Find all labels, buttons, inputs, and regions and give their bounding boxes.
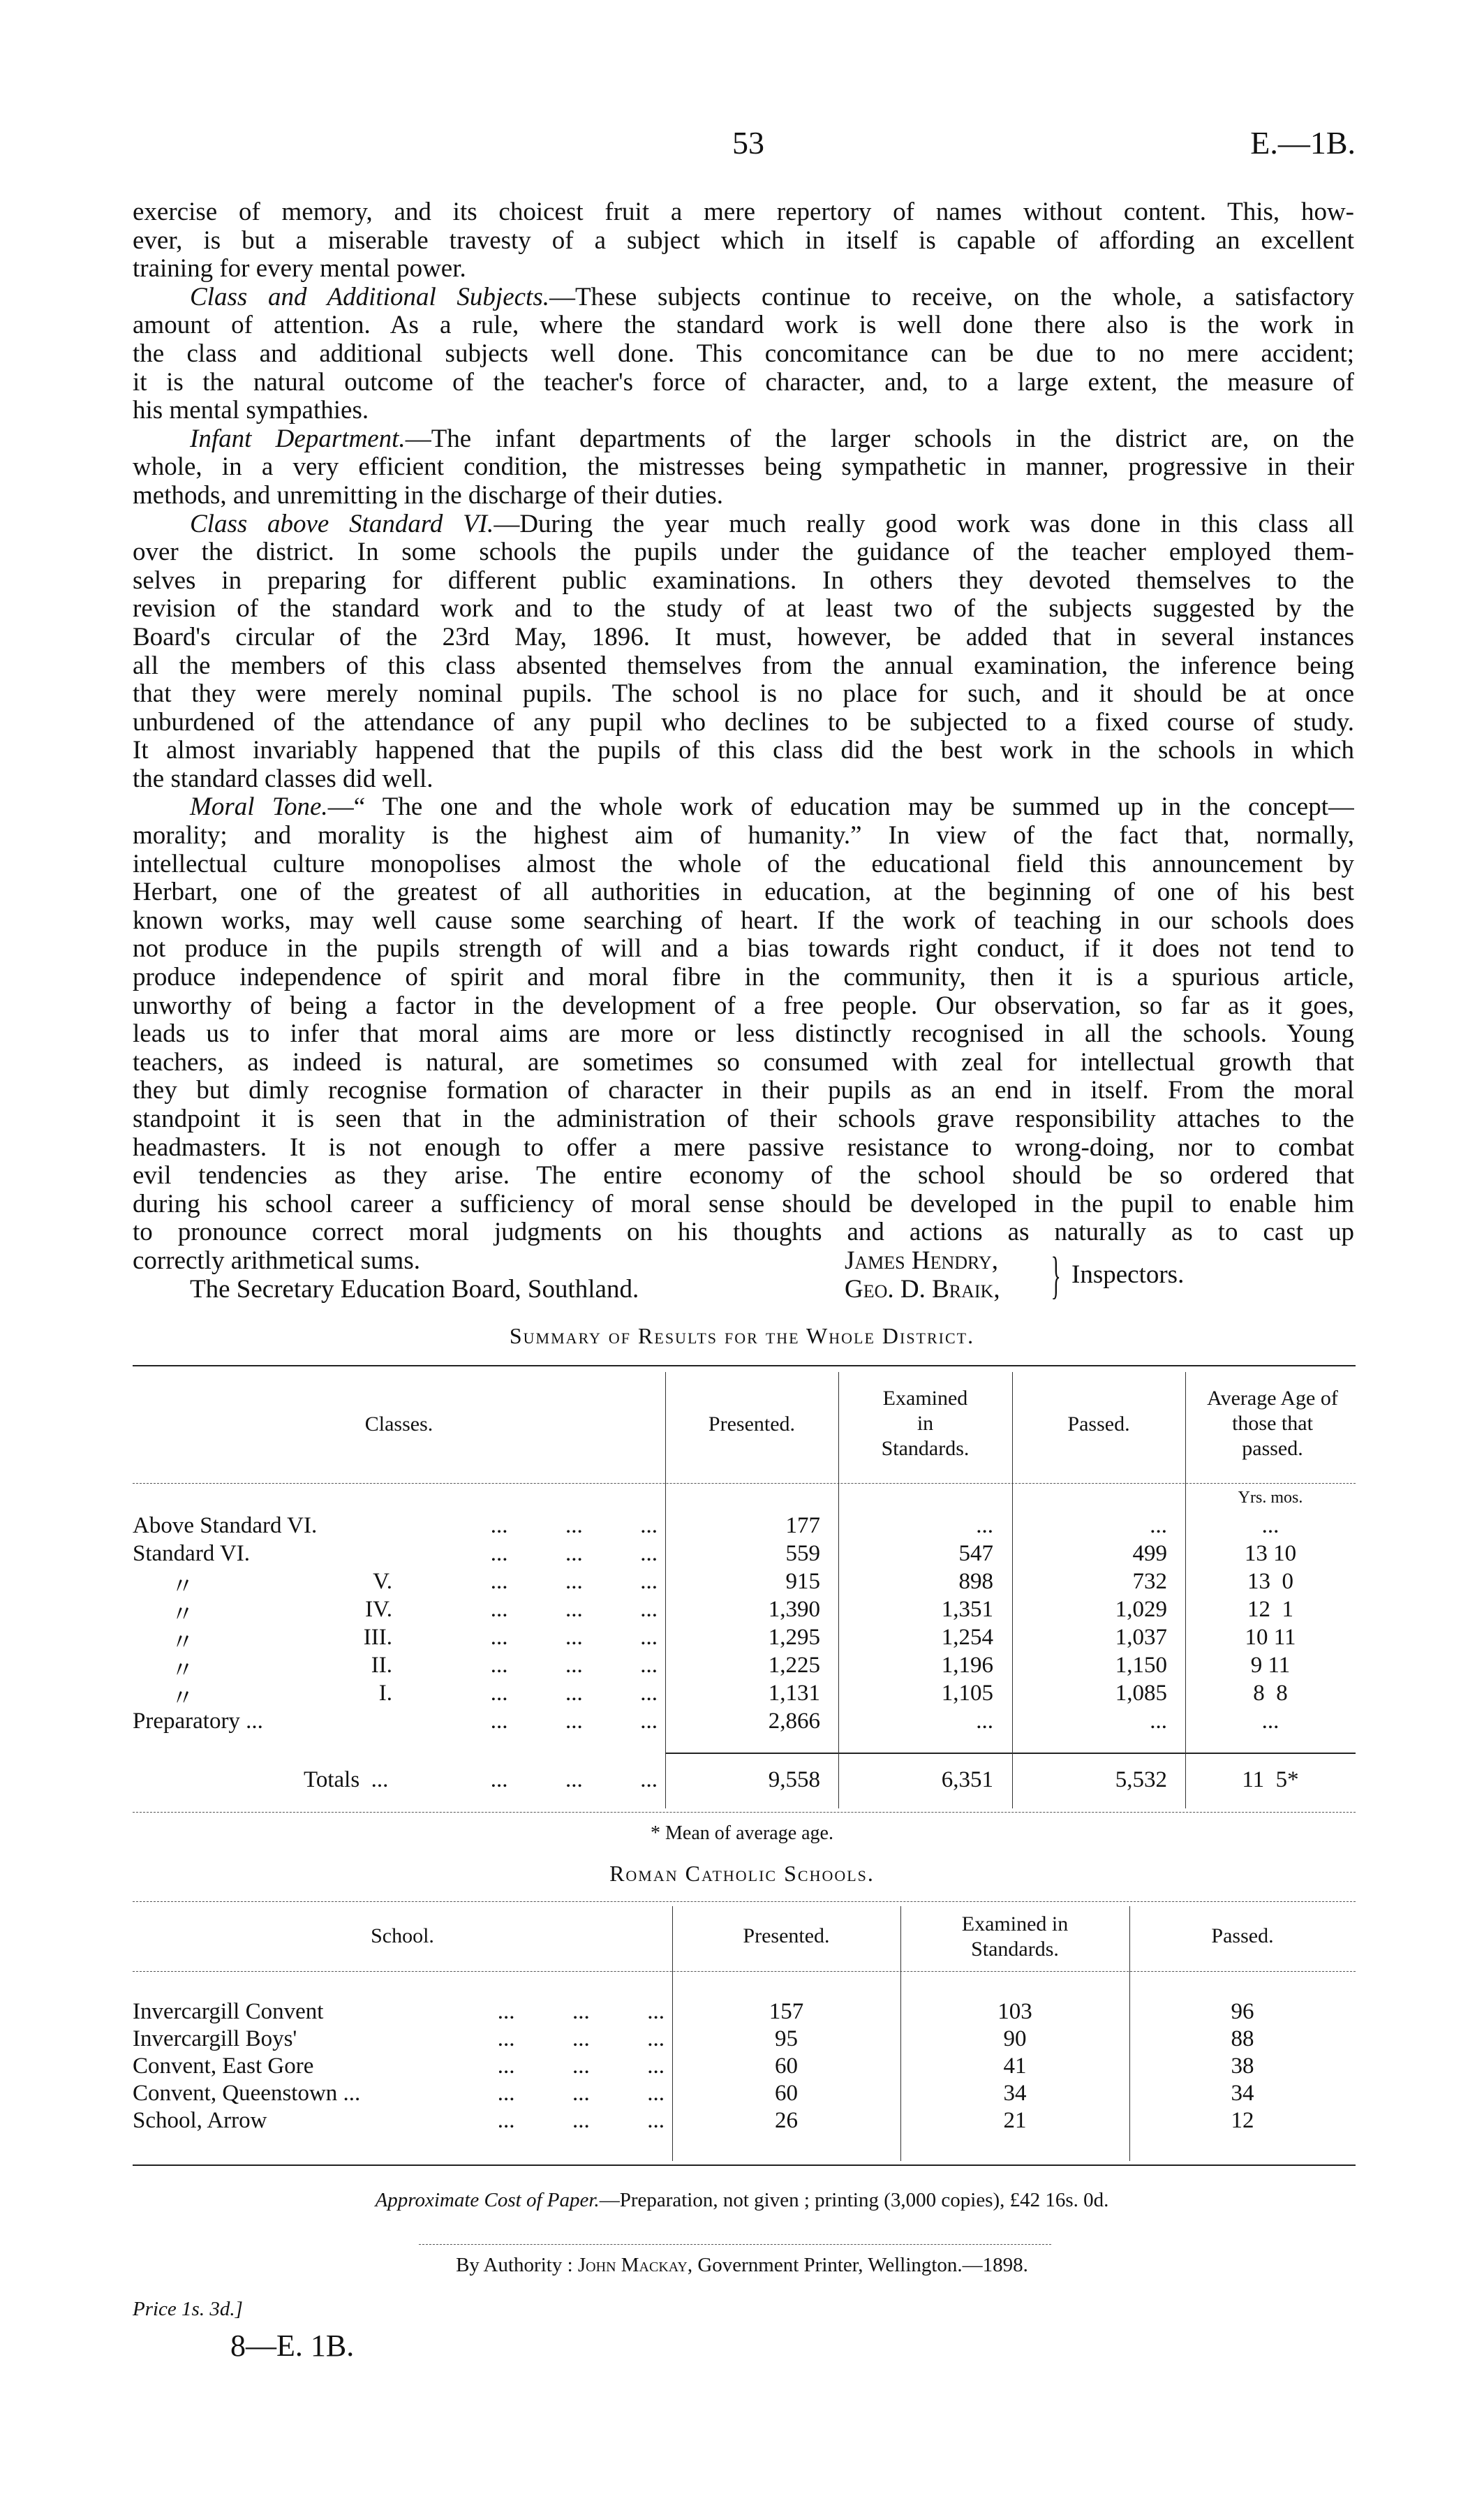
age-value: 13 10 <box>1244 1541 1297 1566</box>
cost-label: Approximate Cost of Paper. <box>375 2189 600 2211</box>
leader-dots: ... ... ... <box>490 1681 658 1706</box>
document-reference: E.—1B. <box>1250 125 1356 161</box>
line-text: all the members of this class absented themselves from the annual examination, the inference being <box>133 651 1354 680</box>
leader-dots: ... ... ... <box>497 2081 665 2106</box>
leader-dots: ... ... ... <box>490 1513 658 1538</box>
school-name: Invercargill Convent <box>133 1999 324 2024</box>
footer-rule <box>419 2244 1051 2245</box>
text-line <box>133 935 1354 964</box>
presented-value: 26 <box>775 2108 798 2133</box>
line-text: selves in preparing for different public examinations. In others they devoted themselves to the <box>133 566 1354 595</box>
line-text: —“ The one and the whole work of education may be summed up in the concept— <box>327 793 1354 822</box>
text-line <box>133 255 1354 283</box>
class-label: Preparatory ... <box>133 1709 263 1734</box>
presented-value: 60 <box>775 2081 798 2106</box>
ditto-mark: 〃 <box>171 1574 194 1600</box>
age-value: 8 8 <box>1253 1681 1288 1706</box>
leader-dots: ... ... ... <box>490 1653 658 1678</box>
class-label: III. <box>363 1625 392 1650</box>
leader-dots: ... ... ... <box>497 2026 665 2051</box>
text-line <box>133 793 1354 822</box>
passed-value: 499 <box>1132 1541 1167 1566</box>
addressee: The Secretary Education Board, Southland. <box>190 1274 639 1304</box>
header-line: those that <box>1232 1412 1313 1435</box>
header-line: in <box>917 1412 934 1435</box>
authority-suffix: Government Printer, Wellington.—1898. <box>697 2254 1028 2276</box>
authority-line <box>0 2254 1484 2277</box>
presented-value: 1,225 <box>768 1653 820 1678</box>
brace: } <box>1051 1247 1061 1304</box>
age-value: 12 1 <box>1247 1597 1293 1622</box>
text-line <box>133 1190 1354 1219</box>
presented-value: 915 <box>785 1569 820 1594</box>
line-text: to pronounce correct moral judgments on his thoughts and actions as naturally as to cast up <box>133 1218 1354 1247</box>
line-text: teachers, as indeed is natural, are sometimes so consumed with zeal for intellectual growth that <box>133 1048 1354 1077</box>
line-text: that they were merely nominal pupils. The school is no place for such, and it should be at once <box>133 680 1354 709</box>
report-body <box>133 198 1354 1276</box>
line-text: his mental sympathies. <box>133 397 369 425</box>
examined-value: 1,254 <box>941 1625 993 1650</box>
line-text: ever, is but a miserable travesty of a subject which in itself is capable of affording an excellent <box>133 226 1354 255</box>
school-name: Convent, Queenstown ... <box>133 2081 361 2106</box>
header-examined <box>900 1912 1129 1962</box>
examined-value: 1,351 <box>941 1597 993 1622</box>
text-line <box>133 737 1354 765</box>
passed-value: ... <box>1150 1709 1167 1734</box>
leader-dots: ... ... ... <box>490 1625 658 1650</box>
examined-value: 1,105 <box>941 1681 993 1706</box>
text-line <box>133 595 1354 624</box>
totals-label: Totals ... <box>304 1767 389 1792</box>
examined-value: 1,196 <box>941 1653 993 1678</box>
table-rule <box>133 1483 1356 1484</box>
table-rule <box>133 1365 1356 1366</box>
ditto-mark: 〃 <box>171 1602 194 1628</box>
presented-value: 157 <box>769 1999 804 2024</box>
presented-value: 95 <box>775 2026 798 2051</box>
header-examined <box>838 1386 1012 1461</box>
line-text: —These subjects continue to receive, on the whole, a satisfactory <box>549 283 1354 311</box>
text-line <box>133 709 1354 737</box>
age-value: 9 11 <box>1250 1653 1291 1678</box>
age-value: ... <box>1261 1709 1279 1734</box>
text-line <box>133 510 1354 539</box>
school-name: Invercargill Boys' <box>133 2026 297 2051</box>
class-label: I. <box>378 1681 392 1706</box>
examined-value: 21 <box>1003 2108 1027 2133</box>
passed-value: ... <box>1150 1513 1167 1538</box>
text-line <box>133 680 1354 709</box>
header-line: Standards. <box>971 1938 1059 1961</box>
authority-prefix: By Authority : <box>456 2254 573 2276</box>
line-text: they but dimly recognise formation of character in their pupils as an end in itself. From the moral <box>133 1077 1354 1105</box>
presented-value: 177 <box>785 1513 820 1538</box>
school-name: School, Arrow <box>133 2108 267 2133</box>
text-line <box>133 822 1354 850</box>
line-text: unburdened of the attendance of any pupil who declines to be subjected to a fixed course of study. <box>133 708 1354 737</box>
presented-value: 559 <box>785 1541 820 1566</box>
line-text: It almost invariably happened that the pupils of this class did the best work in the schools in which <box>133 737 1354 765</box>
total-examined: 6,351 <box>941 1767 993 1792</box>
text-line <box>133 311 1354 340</box>
paragraph-heading: Moral Tone. <box>190 793 328 822</box>
header-line: passed. <box>1242 1437 1303 1460</box>
passed-value: 38 <box>1231 2053 1254 2079</box>
header-school: School. <box>371 1924 434 1947</box>
paragraph-heading: Class and Additional Subjects. <box>190 283 549 311</box>
total-presented: 9,558 <box>768 1767 820 1792</box>
presented-value: 1,295 <box>768 1625 820 1650</box>
line-text: during his school career a sufficiency of moral sense should be developed in the pupil to enable him <box>133 1190 1354 1218</box>
passed-value: 96 <box>1231 1999 1254 2024</box>
examined-value: 90 <box>1003 2026 1027 2051</box>
line-text: morality; and morality is the highest aim of humanity.” In view of the fact that, normally, <box>133 822 1354 850</box>
line-text: revision of the standard work and to the study of at least two of the subjects suggested by the <box>133 595 1354 624</box>
passed-value: 1,150 <box>1115 1653 1167 1678</box>
header-line: Examined <box>882 1387 968 1410</box>
text-line <box>133 765 1354 794</box>
examined-value: 41 <box>1003 2053 1027 2079</box>
paragraph-heading: Infant Department. <box>190 425 406 453</box>
line-text: it is the natural outcome of the teacher's force of character, and, to a large extent, the measure of <box>133 368 1354 397</box>
text-line <box>133 992 1354 1021</box>
cost-text: —Preparation, not given ; printing (3,000 copies), £42 16s. 0d. <box>599 2189 1109 2211</box>
line-text: known works, may well cause some searching of heart. If the work of teaching in our schools does <box>133 906 1354 935</box>
leader-dots: ... ... ... <box>490 1569 658 1594</box>
summary-table-title: Summary of Results for the Whole District. <box>509 1323 975 1348</box>
presented-value: 2,866 <box>768 1709 820 1734</box>
age-value: ... <box>1261 1513 1279 1538</box>
school-name: Convent, East Gore <box>133 2053 314 2079</box>
age-value: 10 11 <box>1245 1625 1296 1650</box>
ditto-mark: 〃 <box>171 1630 194 1655</box>
leader-dots: ... ... ... <box>497 1999 665 2024</box>
passed-value: 1,029 <box>1115 1597 1167 1622</box>
age-value: 13 0 <box>1247 1569 1293 1594</box>
text-line <box>133 1020 1354 1049</box>
header-passed: Passed. <box>1211 1924 1274 1947</box>
price: Price 1s. 3d.] <box>133 2298 243 2320</box>
class-label: Above Standard VI. <box>133 1513 318 1538</box>
text-line <box>133 1049 1354 1077</box>
text-line <box>133 878 1354 907</box>
inspector-name-2: Geo. D. Braik, <box>845 1274 1000 1304</box>
text-line <box>133 1134 1354 1163</box>
signature-mark: 8—E. 1B. <box>230 2329 355 2363</box>
line-text: correctly arithmetical sums. <box>133 1246 420 1275</box>
total-age: 11 5* <box>1242 1767 1299 1792</box>
leader-dots: ... ... ... <box>490 1709 658 1734</box>
class-label: IV. <box>365 1597 392 1622</box>
passed-value: 88 <box>1231 2026 1254 2051</box>
total-passed: 5,532 <box>1115 1767 1167 1792</box>
line-text: exercise of memory, and its choicest fruit a mere repertory of names without content. This, how- <box>133 198 1354 226</box>
text-line <box>133 652 1354 681</box>
examined-value: ... <box>976 1513 993 1538</box>
text-line <box>133 964 1354 992</box>
page-number: 53 <box>732 125 764 161</box>
line-text: —The infant departments of the larger schools in the district are, on the <box>405 425 1354 453</box>
line-text: not produce in the pupils strength of will and a bias towards right conduct, if it does not tend to <box>133 935 1354 964</box>
text-line <box>133 482 1354 510</box>
line-text: evil tendencies as they arise. The entire economy of the school should be so ordered that <box>133 1162 1354 1190</box>
presented-value: 60 <box>775 2053 798 2079</box>
printer-name: John Mackay, <box>577 2254 693 2276</box>
line-text: amount of attention. As a rule, where the standard work is well done there also is the work in <box>133 311 1354 340</box>
age-units: Yrs. mos. <box>1238 1489 1303 1507</box>
text-line <box>133 198 1354 227</box>
header-presented: Presented. <box>708 1413 796 1436</box>
line-text: headmasters. It is not enough to offer a mere passive resistance to wrong-doing, nor to combat <box>133 1133 1354 1162</box>
line-text: standpoint it is seen that in the administration of their schools grave responsibility attaches to the <box>133 1105 1354 1133</box>
signature-block <box>133 1247 1354 1304</box>
line-text: whole, in a very efficient condition, the mistresses being sympathetic in manner, progressive in their <box>133 453 1354 482</box>
presented-value: 1,390 <box>768 1597 820 1622</box>
line-text: the standard classes did well. <box>133 765 433 793</box>
header-line: Examined in <box>961 1912 1069 1935</box>
line-text: leads us to infer that moral aims are more or less distinctly recognised in all the schools. Young <box>133 1020 1354 1049</box>
leader-dots: ... ... ... <box>490 1767 658 1792</box>
examined-value: 103 <box>997 1999 1032 2024</box>
header-line: Standards. <box>881 1437 970 1460</box>
leader-dots: ... ... ... <box>497 2053 665 2079</box>
class-label: Standard VI. <box>133 1541 251 1566</box>
header-passed: Passed. <box>1067 1413 1130 1436</box>
text-line <box>133 453 1354 482</box>
header-presented: Presented. <box>743 1924 830 1947</box>
paragraph-heading: Class above Standard VI. <box>190 510 494 538</box>
line-text: training for every mental power. <box>133 255 466 283</box>
text-line <box>133 1218 1354 1247</box>
text-line <box>133 624 1354 652</box>
line-text: Herbart, one of the greatest of all authorities in education, at the beginning of one of his best <box>133 878 1354 907</box>
line-text: methods, and unremitting in the discharge of their duties. <box>133 481 724 510</box>
line-text: Board's circular of the 23rd May, 1896. It must, however, be added that in several instances <box>133 623 1354 651</box>
text-line <box>133 369 1354 397</box>
cost-note <box>0 2189 1484 2212</box>
table-rule <box>133 1812 1356 1813</box>
text-line <box>133 425 1354 454</box>
table-rule <box>133 2164 1356 2166</box>
examined-value: 898 <box>958 1569 993 1594</box>
text-line <box>133 227 1354 256</box>
text-line <box>133 907 1354 936</box>
text-line <box>133 538 1354 567</box>
passed-value: 1,085 <box>1115 1681 1167 1706</box>
class-label: II. <box>371 1653 392 1678</box>
footnote: * Mean of average age. <box>651 1822 833 1844</box>
class-label: V. <box>373 1569 392 1594</box>
totals-rule <box>665 1753 1356 1754</box>
line-text: unworthy of being a factor in the development of a free people. Our observation, so far as it goes, <box>133 991 1354 1020</box>
text-line <box>133 283 1354 312</box>
leader-dots: ... ... ... <box>497 2108 665 2133</box>
passed-value: 1,037 <box>1115 1625 1167 1650</box>
text-line <box>133 850 1354 879</box>
header-average-age <box>1185 1386 1360 1461</box>
ditto-mark: 〃 <box>171 1658 194 1683</box>
examined-value: 34 <box>1003 2081 1027 2106</box>
line-text: the class and additional subjects well done. This concomitance can be due to no mere accident; <box>133 339 1354 368</box>
passed-value: 12 <box>1231 2108 1254 2133</box>
line-text: intellectual culture monopolises almost the whole of the educational field this announcement by <box>133 850 1354 878</box>
line-text: over the district. In some schools the pupils under the guidance of the teacher employed them- <box>133 538 1354 567</box>
text-line <box>133 340 1354 369</box>
text-line <box>133 1077 1354 1105</box>
inspector-role: Inspectors. <box>1071 1260 1185 1289</box>
header-line: Average Age of <box>1207 1387 1338 1410</box>
passed-value: 34 <box>1231 2081 1254 2106</box>
ditto-mark: 〃 <box>171 1686 194 1711</box>
text-line <box>133 1105 1354 1134</box>
text-line <box>133 397 1354 425</box>
passed-value: 732 <box>1132 1569 1167 1594</box>
examined-value: ... <box>976 1709 993 1734</box>
rc-table-title: Roman Catholic Schools. <box>609 1861 875 1886</box>
header-classes: Classes. <box>364 1413 433 1436</box>
table-rule <box>133 1971 1356 1972</box>
inspector-name-1: James Hendry, <box>845 1246 998 1275</box>
examined-value: 547 <box>958 1541 993 1566</box>
presented-value: 1,131 <box>768 1681 820 1706</box>
text-line <box>133 1162 1354 1190</box>
table-rule <box>133 1901 1356 1902</box>
leader-dots: ... ... ... <box>490 1541 658 1566</box>
line-text: produce independence of spirit and moral fibre in the community, then it is a spurious article, <box>133 964 1354 992</box>
text-line <box>133 567 1354 596</box>
line-text: —During the year much really good work was done in this class all <box>494 510 1354 538</box>
leader-dots: ... ... ... <box>490 1597 658 1622</box>
